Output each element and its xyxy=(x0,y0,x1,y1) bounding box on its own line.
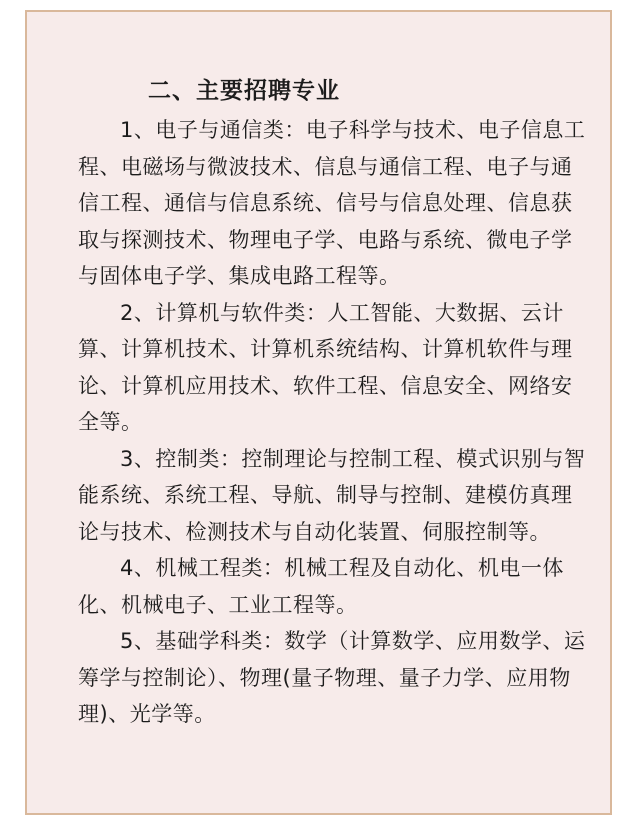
document-content xyxy=(78,76,593,733)
paragraph-control: 3、控制类：控制理论与控制工程、模式识别与智能系统、系统工程、导航、制导与控制、建模仿真理论与技术、检测技术与自动化装置、伺服控制等。 xyxy=(78,446,586,544)
section-heading: 二、主要招聘专业 xyxy=(148,78,340,104)
paragraph-mechanical: 4、机械工程类：机械工程及自动化、机电一体化、机械电子、工业工程等。 xyxy=(78,556,564,617)
paragraph-electronics: 1、电子与通信类：电子科学与技术、电子信息工程、电磁场与微波技术、信息与通信工程、电子与通信工程、通信与信息系统、信号与信息处理、信息获取与探测技术、物理电子学、电路与系统、微电子学与固体电子学、集成电路工程等。 xyxy=(78,118,586,288)
paragraph-basic-science: 5、基础学科类：数学（计算数学、应用数学、运筹学与控制论）、物理(量子物理、量子力学、应用物理)、光学等。 xyxy=(78,629,586,726)
document-card xyxy=(25,10,612,815)
paragraph-computer: 2、计算机与软件类：人工智能、大数据、云计算、计算机技术、计算机系统结构、计算机软件与理论、计算机应用技术、软件工程、信息安全、网络安全等。 xyxy=(78,300,573,434)
